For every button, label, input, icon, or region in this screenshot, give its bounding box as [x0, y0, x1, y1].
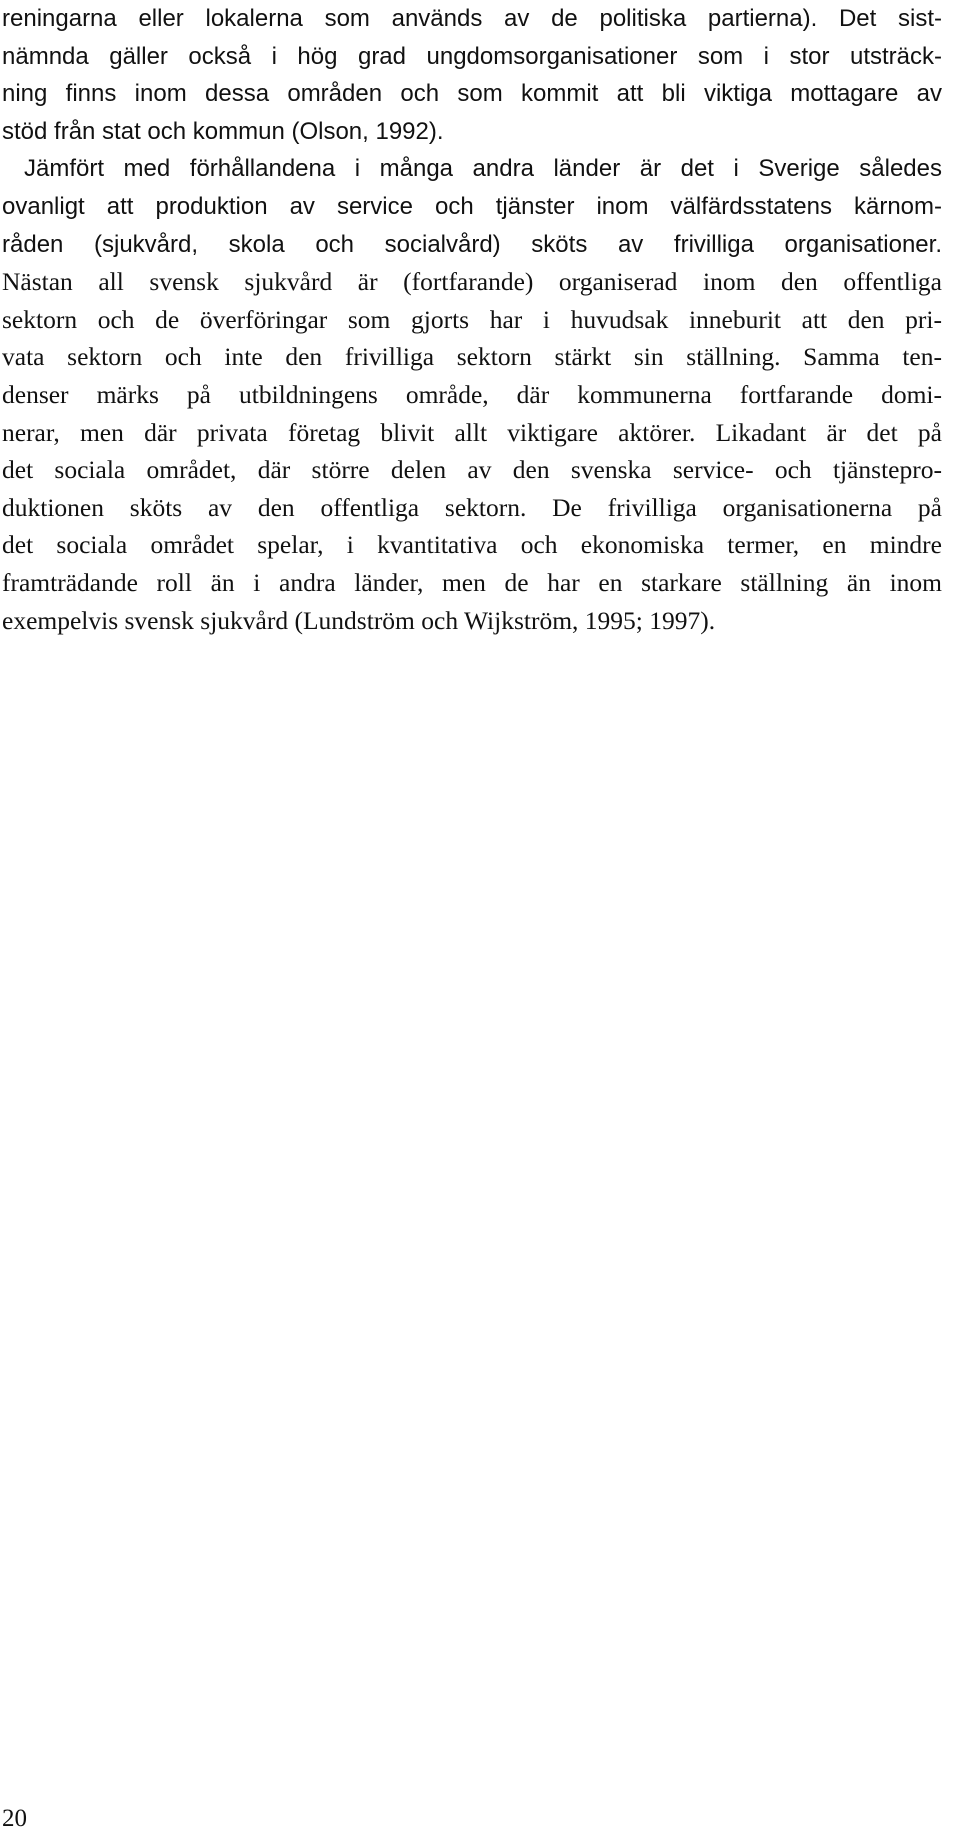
- text-line: denser märks på utbildningens område, där kommunerna fortfarande domi-: [2, 379, 942, 409]
- text-line: ovanligt att produktion av service och tjänster inom välfärdsstatens kärnom-: [2, 192, 942, 220]
- text-line: duktionen sköts av den offentliga sektorn. De frivilliga organisationerna på: [2, 492, 942, 522]
- text-line: stöd från stat och kommun (Olson, 1992).: [2, 117, 444, 145]
- page-number: 20: [2, 1805, 27, 1832]
- body-text: [2, 0, 942, 639]
- text-line: exempelvis svensk sjukvård (Lundström och Wijkström, 1995; 1997).: [2, 605, 716, 635]
- text-line: Nästan all svensk sjukvård är (fortfarande) organiserad inom den offentliga: [2, 267, 942, 297]
- text-line: framträdande roll än i andra länder, men de har en starkare ställning än inom: [2, 567, 942, 597]
- text-line: det sociala området spelar, i kvantitativa och ekonomiska termer, en mindre: [2, 530, 942, 560]
- text-line: det sociala området, där större delen av den svenska service- och tjänstepro-: [2, 455, 942, 485]
- text-line: nämnda gäller också i hög grad ungdomsorganisationer som i stor utsträck-: [2, 42, 942, 70]
- text-line: reningarna eller lokalerna som används av de politiska partierna). Det sist-: [2, 5, 942, 32]
- text-line: Jämfört med förhållandena i många andra länder är det i Sverige således: [24, 155, 942, 183]
- text-line: nerar, men där privata företag blivit allt viktigare aktörer. Likadant är det på: [2, 417, 942, 447]
- text-line: råden (sjukvård, skola och socialvård) sköts av frivilliga organisationer.: [2, 230, 942, 258]
- text-line: vata sektorn och inte den frivilliga sektorn stärkt sin ställning. Samma ten-: [2, 342, 942, 372]
- text-line: sektorn och de överföringar som gjorts har i huvudsak inneburit att den pri-: [2, 304, 942, 334]
- text-line: ning finns inom dessa områden och som kommit att bli viktiga mottagare av: [2, 80, 942, 108]
